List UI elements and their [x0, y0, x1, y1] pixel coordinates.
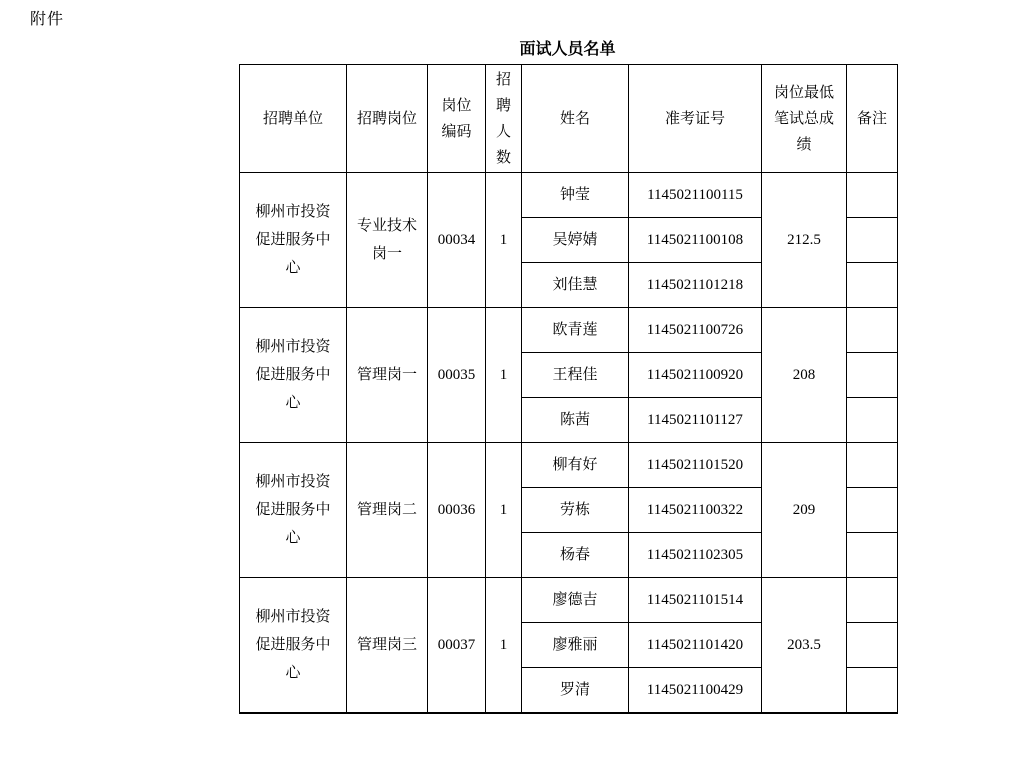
remark-cell: [847, 578, 898, 623]
header-recruit-count: 招聘人数: [486, 65, 522, 173]
ticket-number-cell: 1145021100115: [629, 173, 762, 218]
candidate-name-cell: 罗清: [522, 668, 629, 713]
position-code-cell: 00037: [428, 578, 486, 713]
recruit-unit-cell: 柳州市投资促进服务中心: [240, 443, 347, 578]
position-code-cell: 00034: [428, 173, 486, 308]
remark-cell: [847, 533, 898, 578]
recruit-count-cell: 1: [486, 443, 522, 578]
header-row: [240, 65, 898, 173]
min-score-cell: 208: [762, 308, 847, 443]
header-recruit-unit: 招聘单位: [240, 65, 347, 173]
ticket-number-cell: 1145021100429: [629, 668, 762, 713]
candidate-name-cell: 刘佳慧: [522, 263, 629, 308]
candidate-row: [240, 308, 898, 353]
remark-cell: [847, 353, 898, 398]
position-code-cell: 00036: [428, 443, 486, 578]
candidate-row: [240, 578, 898, 623]
candidate-name-cell: 廖德吉: [522, 578, 629, 623]
ticket-number-cell: 1145021100322: [629, 488, 762, 533]
ticket-number-cell: 1145021101420: [629, 623, 762, 668]
ticket-number-cell: 1145021100726: [629, 308, 762, 353]
position-cell: 管理岗二: [347, 443, 428, 578]
header-position: 招聘岗位: [347, 65, 428, 173]
remark-cell: [847, 308, 898, 353]
position-cell: 专业技术岗一: [347, 173, 428, 308]
position-cell: 管理岗一: [347, 308, 428, 443]
interview-table-header: [240, 65, 898, 173]
recruit-unit-cell: 柳州市投资促进服务中心: [240, 173, 347, 308]
table-title: 面试人员名单: [519, 41, 616, 58]
candidate-row: [240, 443, 898, 488]
ticket-number-cell: 1145021101520: [629, 443, 762, 488]
header-min-score: 岗位最低笔试总成绩: [762, 65, 847, 173]
recruit-count-cell: 1: [486, 308, 522, 443]
candidate-name-cell: 杨春: [522, 533, 629, 578]
candidate-name-cell: 廖雅丽: [522, 623, 629, 668]
ticket-number-cell: 1145021101218: [629, 263, 762, 308]
recruit-unit-cell: 柳州市投资促进服务中心: [240, 578, 347, 713]
position-cell: 管理岗三: [347, 578, 428, 713]
remark-cell: [847, 398, 898, 443]
min-score-cell: 203.5: [762, 578, 847, 713]
header-position-code: 岗位编码: [428, 65, 486, 173]
ticket-number-cell: 1145021101127: [629, 398, 762, 443]
recruit-count-cell: 1: [486, 173, 522, 308]
recruit-unit-cell: 柳州市投资促进服务中心: [240, 308, 347, 443]
ticket-number-cell: 1145021100108: [629, 218, 762, 263]
recruit-count-cell: 1: [486, 578, 522, 713]
position-code-cell: 00035: [428, 308, 486, 443]
attachment-label: 附件: [30, 11, 65, 28]
interview-table-body: [240, 173, 898, 713]
candidate-name-cell: 劳栋: [522, 488, 629, 533]
candidate-row: [240, 173, 898, 218]
candidate-name-cell: 陈茜: [522, 398, 629, 443]
ticket-number-cell: 1145021101514: [629, 578, 762, 623]
candidate-name-cell: 欧青莲: [522, 308, 629, 353]
remark-cell: [847, 218, 898, 263]
min-score-cell: 209: [762, 443, 847, 578]
min-score-cell: 212.5: [762, 173, 847, 308]
header-ticket-number: 准考证号: [629, 65, 762, 173]
header-remark: 备注: [847, 65, 898, 173]
ticket-number-cell: 1145021100920: [629, 353, 762, 398]
candidate-name-cell: 钟莹: [522, 173, 629, 218]
remark-cell: [847, 443, 898, 488]
candidate-name-cell: 柳有好: [522, 443, 629, 488]
interview-roster-table: [239, 64, 898, 714]
candidate-name-cell: 吴婷婧: [522, 218, 629, 263]
remark-cell: [847, 668, 898, 713]
remark-cell: [847, 263, 898, 308]
remark-cell: [847, 173, 898, 218]
remark-cell: [847, 488, 898, 533]
header-candidate-name: 姓名: [522, 65, 629, 173]
remark-cell: [847, 623, 898, 668]
candidate-name-cell: 王程佳: [522, 353, 629, 398]
ticket-number-cell: 1145021102305: [629, 533, 762, 578]
